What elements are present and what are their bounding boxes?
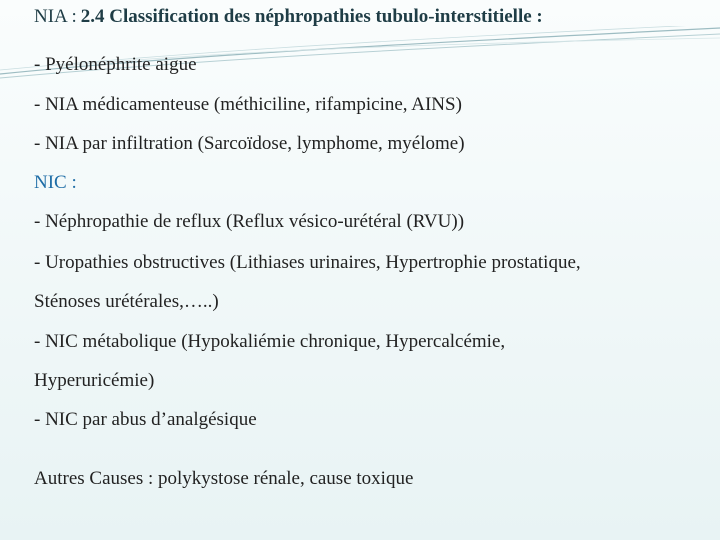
list-line: - Pyélonéphrite aigue <box>34 54 197 75</box>
list-line: Autres Causes : polykystose rénale, cause toxique <box>34 468 414 489</box>
slide-title <box>34 6 543 28</box>
list-line: Sténoses urétérales,…..) <box>34 291 219 312</box>
list-line: - NIC métabolique (Hypokaliémie chronique, Hypercalcémie, <box>34 331 506 352</box>
title-main: 2.4 Classification des néphropathies tubulo-interstitielle : <box>80 6 543 27</box>
list-line: - Néphropathie de reflux (Reflux vésico-urétéral (RVU)) <box>34 211 465 232</box>
list-line: - NIA médicamenteuse (méthiciline, rifampicine, AINS) <box>34 94 462 115</box>
list-line: - Uropathies obstructives (Lithiases urinaires, Hypertrophie prostatique, <box>34 252 581 273</box>
list-line: - NIC par abus d’analgésique <box>34 409 257 430</box>
list-line: Hyperuricémie) <box>34 370 155 391</box>
section-heading-nic: NIC : <box>34 172 77 193</box>
title-prefix: NIA : <box>34 6 77 27</box>
list-line: - NIA par infiltration (Sarcoïdose, lymphome, myélome) <box>34 133 465 154</box>
